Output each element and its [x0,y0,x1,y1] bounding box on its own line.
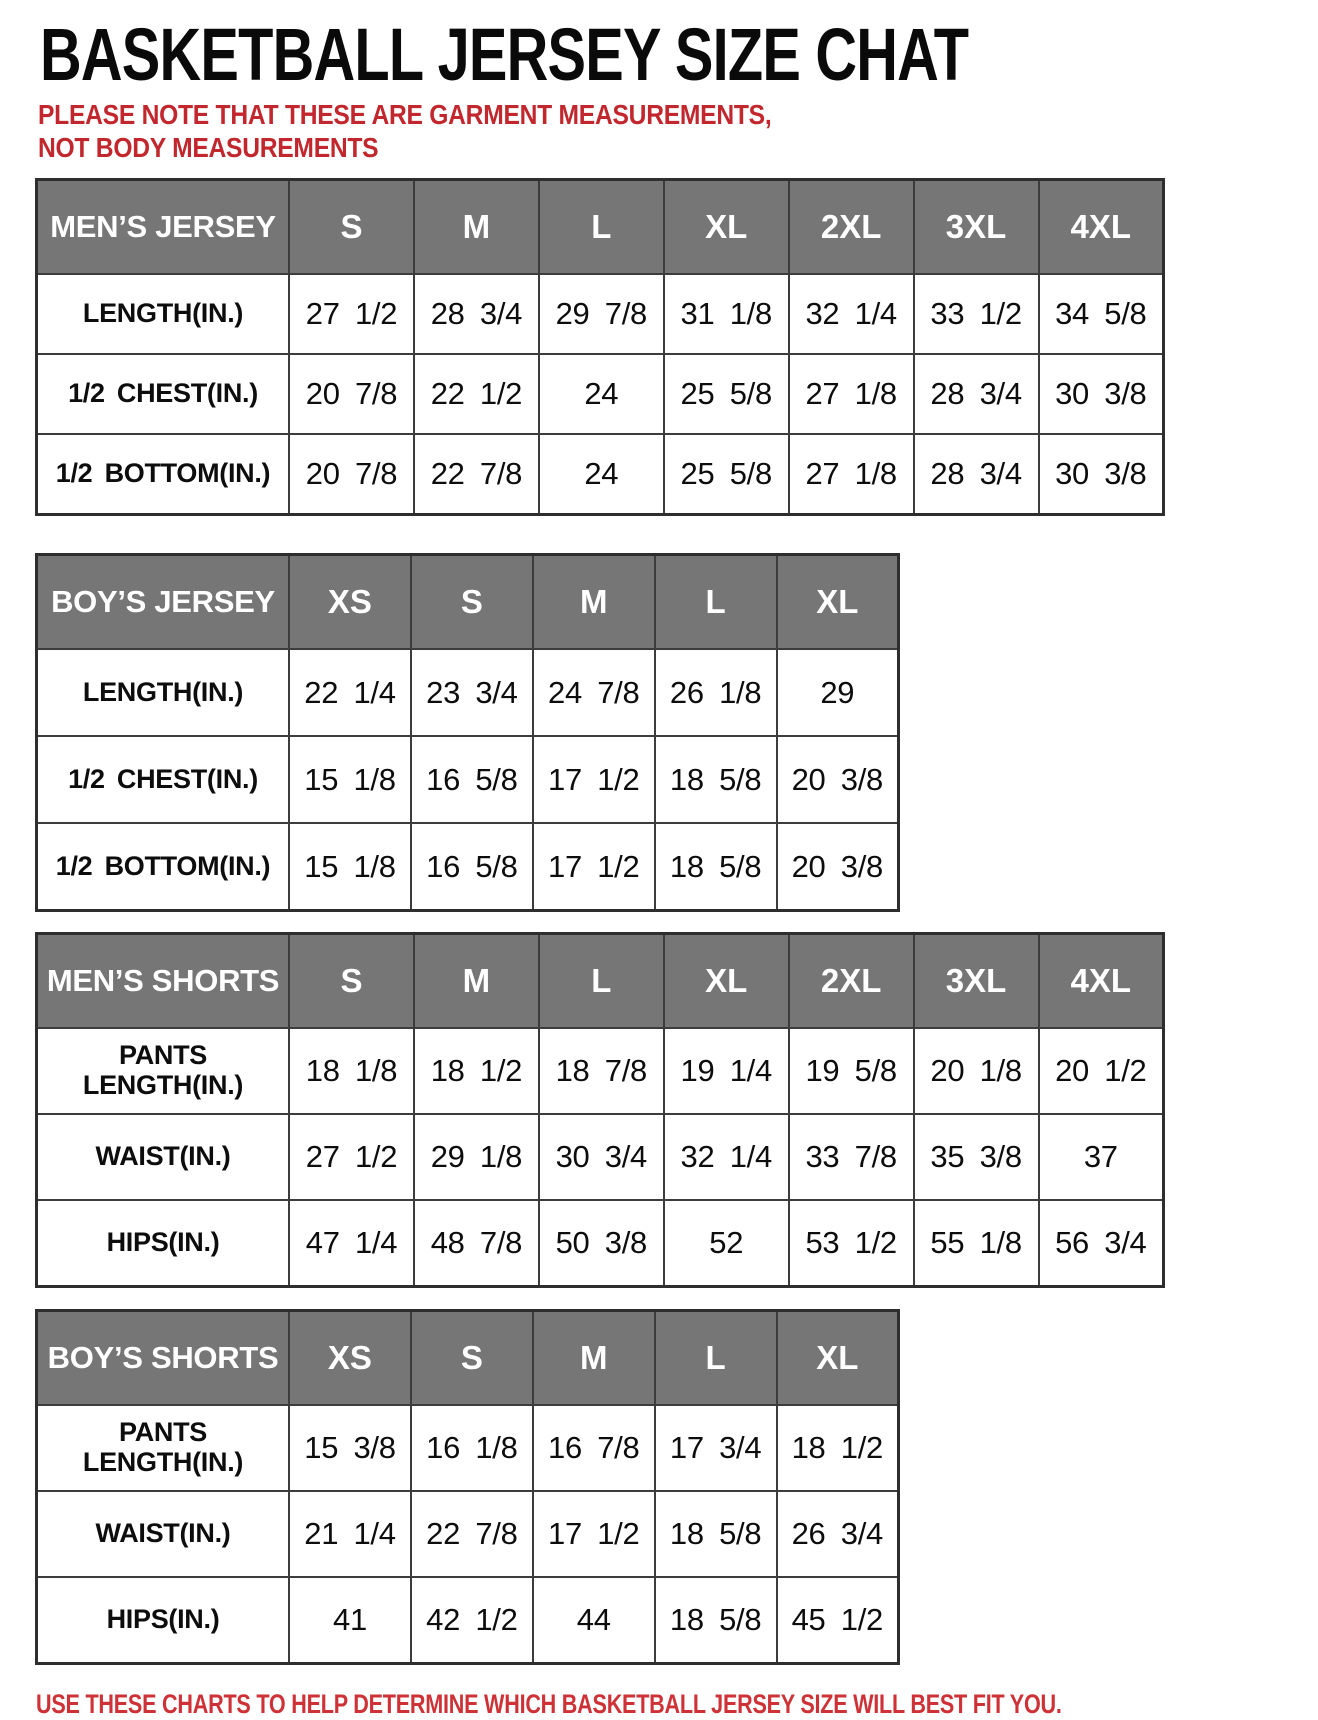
size-header-cell: 2XL [789,934,914,1029]
table-title-cell: BOY’S JERSEY [37,555,290,650]
size-header-cell: M [414,934,539,1029]
row-label-cell: WAIST(IN.) [37,1114,290,1200]
size-value-cell: 28 3/4 [914,354,1039,434]
size-value-cell: 41 [289,1577,411,1664]
size-value-cell: 18 5/8 [655,736,777,823]
size-value-cell: 16 1/8 [411,1405,533,1491]
measurement-row [37,1577,899,1664]
row-label-cell: 1/2 BOTTOM(IN.) [37,823,290,911]
row-label-cell: HIPS(IN.) [37,1200,290,1287]
size-header-cell: L [655,555,777,650]
size-value-cell: 28 3/4 [914,434,1039,515]
mens-shorts-table [35,932,1165,1288]
mens-jersey-table [35,178,1165,516]
size-value-cell: 33 7/8 [789,1114,914,1200]
size-value-cell: 19 1/4 [664,1028,789,1114]
size-value-cell: 44 [533,1577,655,1664]
size-value-cell: 29 [777,649,899,736]
row-label-cell: WAIST(IN.) [37,1491,290,1577]
size-value-cell: 37 [1039,1114,1164,1200]
size-value-cell: 18 7/8 [539,1028,664,1114]
measurement-row [37,274,1164,354]
size-value-cell: 19 5/8 [789,1028,914,1114]
size-value-cell: 15 3/8 [289,1405,411,1491]
size-header-cell: M [414,180,539,275]
size-value-cell: 15 1/8 [289,736,411,823]
size-value-cell: 28 3/4 [414,274,539,354]
size-header-cell: 3XL [914,180,1039,275]
size-value-cell: 23 3/4 [411,649,533,736]
size-header-cell: S [411,1311,533,1406]
size-value-cell: 30 3/4 [539,1114,664,1200]
table-title-cell: MEN’S SHORTS [37,934,290,1029]
size-value-cell: 20 7/8 [289,354,414,434]
measurement-row [37,434,1164,515]
row-label-cell: LENGTH(IN.) [37,649,290,736]
size-header-row [37,1311,899,1406]
size-value-cell: 35 3/8 [914,1114,1039,1200]
size-value-cell: 24 [539,434,664,515]
size-value-cell: 18 5/8 [655,823,777,911]
size-value-cell: 17 1/2 [533,1491,655,1577]
size-value-cell: 18 1/2 [414,1028,539,1114]
size-value-cell: 18 1/8 [289,1028,414,1114]
size-value-cell: 16 5/8 [411,736,533,823]
row-label-cell: PANTS LENGTH(IN.) [37,1028,290,1114]
row-label-cell: 1/2 CHEST(IN.) [37,736,290,823]
size-value-cell: 27 1/8 [789,434,914,515]
size-value-cell: 18 1/2 [777,1405,899,1491]
page-title: BASKETBALL JERSEY SIZE CHAT [40,13,969,96]
size-value-cell: 21 1/4 [289,1491,411,1577]
size-header-cell: XS [289,555,411,650]
boys-shorts-table [35,1309,900,1665]
size-value-cell: 48 7/8 [414,1200,539,1287]
size-value-cell: 27 1/2 [289,274,414,354]
size-value-cell: 16 5/8 [411,823,533,911]
size-value-cell: 18 5/8 [655,1577,777,1664]
row-label-cell: HIPS(IN.) [37,1577,290,1664]
size-header-cell: M [533,555,655,650]
measurement-row [37,736,899,823]
measurement-row [37,823,899,911]
size-value-cell: 27 1/8 [789,354,914,434]
size-value-cell: 33 1/2 [914,274,1039,354]
size-header-cell: L [655,1311,777,1406]
size-value-cell: 45 1/2 [777,1577,899,1664]
size-value-cell: 30 3/8 [1039,434,1164,515]
size-value-cell: 15 1/8 [289,823,411,911]
size-value-cell: 32 1/4 [789,274,914,354]
size-value-cell: 55 1/8 [914,1200,1039,1287]
size-value-cell: 34 5/8 [1039,274,1164,354]
size-value-cell: 25 5/8 [664,434,789,515]
size-value-cell: 42 1/2 [411,1577,533,1664]
garment-measurement-note: PLEASE NOTE THAT THESE ARE GARMENT MEASUREMENTS, NOT BODY MEASUREMENTS [38,99,772,164]
size-header-cell: 2XL [789,180,914,275]
size-header-cell: XL [777,555,899,650]
size-value-cell: 17 3/4 [655,1405,777,1491]
size-header-cell: 4XL [1039,180,1164,275]
size-value-cell: 32 1/4 [664,1114,789,1200]
size-value-cell: 53 1/2 [789,1200,914,1287]
size-header-row [37,934,1164,1029]
row-label-cell: LENGTH(IN.) [37,274,290,354]
size-value-cell: 25 5/8 [664,354,789,434]
size-value-cell: 29 1/8 [414,1114,539,1200]
size-value-cell: 31 1/8 [664,274,789,354]
size-value-cell: 22 7/8 [411,1491,533,1577]
size-header-cell: S [289,180,414,275]
row-label-cell: 1/2 BOTTOM(IN.) [37,434,290,515]
fit-guidance-note: USE THESE CHARTS TO HELP DETERMINE WHICH BASKETBALL JERSEY SIZE WILL BEST FIT YOU. [36,1689,1062,1720]
size-header-row [37,180,1164,275]
size-header-cell: XL [664,934,789,1029]
size-header-cell: XL [777,1311,899,1406]
size-value-cell: 22 7/8 [414,434,539,515]
size-value-cell: 20 1/2 [1039,1028,1164,1114]
measurement-row [37,1114,1164,1200]
size-value-cell: 29 7/8 [539,274,664,354]
size-value-cell: 20 1/8 [914,1028,1039,1114]
size-header-cell: 3XL [914,934,1039,1029]
measurement-row [37,1028,1164,1114]
boys-jersey-table [35,553,900,912]
size-value-cell: 26 3/4 [777,1491,899,1577]
size-value-cell: 47 1/4 [289,1200,414,1287]
measurement-row [37,354,1164,434]
size-header-row [37,555,899,650]
size-value-cell: 18 5/8 [655,1491,777,1577]
size-header-cell: XS [289,1311,411,1406]
measurement-row [37,1491,899,1577]
row-label-cell: PANTS LENGTH(IN.) [37,1405,290,1491]
size-value-cell: 16 7/8 [533,1405,655,1491]
size-value-cell: 17 1/2 [533,736,655,823]
measurement-row [37,1200,1164,1287]
row-label-cell: 1/2 CHEST(IN.) [37,354,290,434]
size-header-cell: 4XL [1039,934,1164,1029]
size-value-cell: 30 3/8 [1039,354,1164,434]
size-header-cell: L [539,180,664,275]
size-value-cell: 20 3/8 [777,736,899,823]
size-value-cell: 52 [664,1200,789,1287]
measurement-row [37,649,899,736]
size-value-cell: 17 1/2 [533,823,655,911]
size-value-cell: 56 3/4 [1039,1200,1164,1287]
table-title-cell: MEN’S JERSEY [37,180,290,275]
size-value-cell: 20 7/8 [289,434,414,515]
size-value-cell: 24 [539,354,664,434]
size-value-cell: 24 7/8 [533,649,655,736]
table-title-cell: BOY’S SHORTS [37,1311,290,1406]
size-value-cell: 50 3/8 [539,1200,664,1287]
size-header-cell: L [539,934,664,1029]
size-header-cell: S [411,555,533,650]
measurement-row [37,1405,899,1491]
size-header-cell: M [533,1311,655,1406]
size-header-cell: XL [664,180,789,275]
size-value-cell: 27 1/2 [289,1114,414,1200]
size-value-cell: 20 3/8 [777,823,899,911]
size-value-cell: 22 1/4 [289,649,411,736]
size-header-cell: S [289,934,414,1029]
size-value-cell: 22 1/2 [414,354,539,434]
size-value-cell: 26 1/8 [655,649,777,736]
